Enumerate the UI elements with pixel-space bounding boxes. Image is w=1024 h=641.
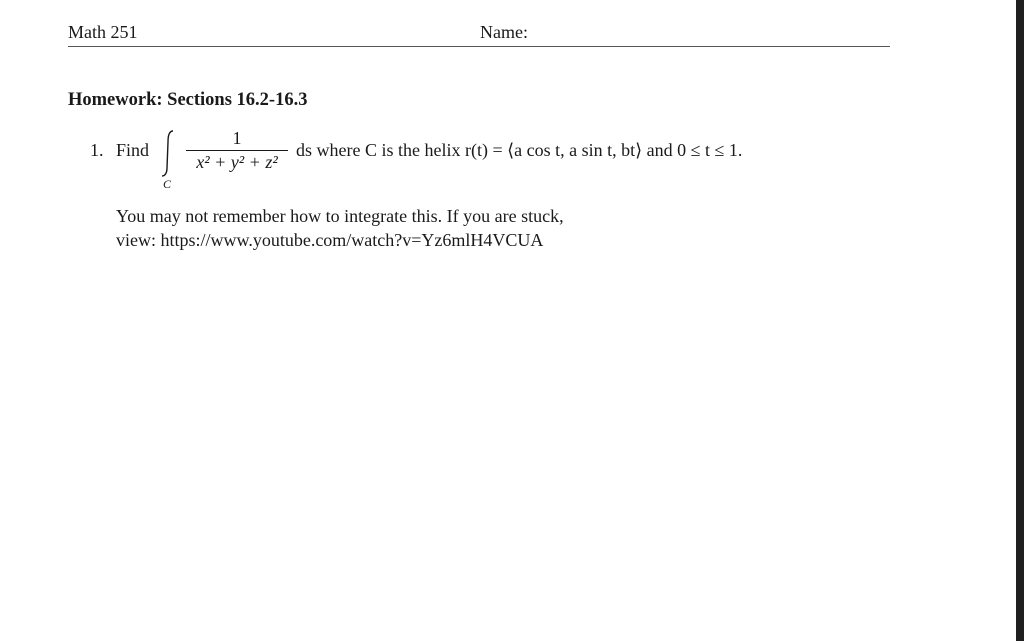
fraction-numerator: 1 [232,128,242,148]
problem-find-word: Find [116,140,150,160]
page-header [68,22,890,46]
course-label: Math 251 [68,22,138,42]
problem-statement: ds where C is the helix r(t) = ⟨a cos t, a sin t, bt⟩ and 0 ≤ t ≤ 1. [296,140,743,160]
problem-number: 1. [90,140,104,160]
hint-line-1: You may not remember how to integrate this. If you are stuck, [116,206,564,226]
window-edge [1016,0,1024,641]
hint-line-2: view: https://www.youtube.com/watch?v=Yz6mlH4VCUA [116,230,544,250]
fraction-bar [186,150,288,151]
hint-note [116,204,564,252]
name-label: Name: [480,22,528,42]
problem-1 [90,128,850,190]
homework-title: Homework: Sections 16.2-16.3 [68,90,308,110]
fraction-denominator: x² + y² + z² [196,152,278,172]
header-rule [68,46,890,47]
integral-subscript: C [163,177,172,190]
integral-sign-icon [156,128,180,190]
